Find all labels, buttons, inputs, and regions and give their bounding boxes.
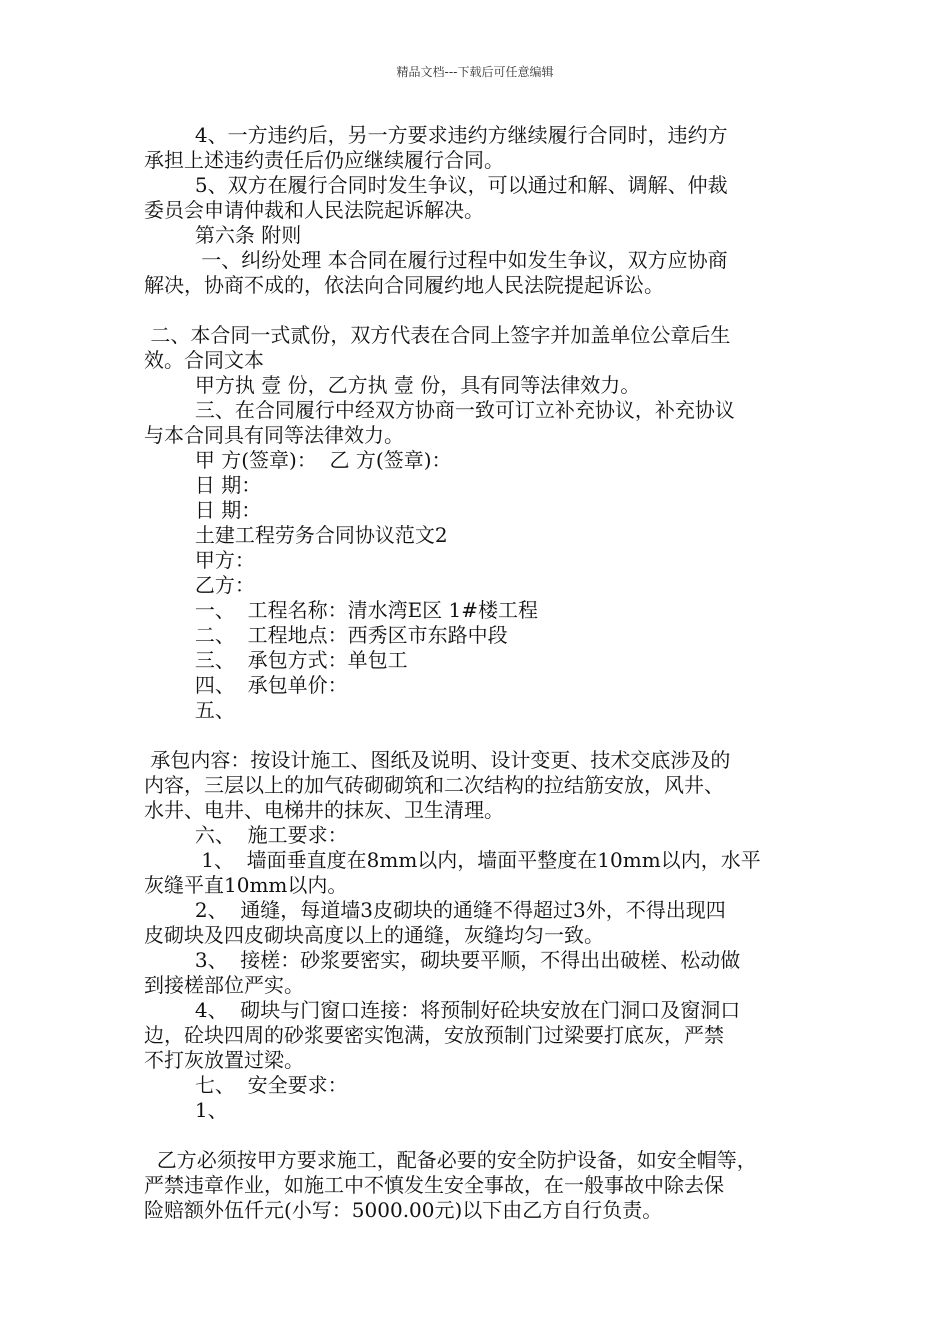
text-line: 4、 砌块与门窗口连接：将预制好砼块安放在门洞口及窗洞口 [144, 998, 741, 1022]
text-line: 险赔额外伍仟元(小写：5000.00元)以下由乙方自行负责。 [144, 1198, 663, 1222]
text-line: 4、一方违约后，另一方要求违约方继续履行合同时，违约方 [144, 123, 728, 147]
text-line: 三、 承包方式：单包工 [144, 648, 408, 672]
page-header: 精品文档---下载后可任意编辑 [396, 65, 554, 79]
text-line: 2、 通缝，每道墙3皮砌块的通缝不得超过3外，不得出现四 [144, 898, 726, 922]
text-line: 1、 [144, 1098, 228, 1122]
text-line: 承包内容：按设计施工、图纸及说明、设计变更、技术交底涉及的 [144, 748, 731, 772]
text-line: 灰缝平直10mm以内。 [144, 873, 348, 897]
text-line: 边，砼块四周的砂浆要密实饱满，安放预制门过梁要打底灰，严禁 [144, 1023, 724, 1047]
text-line: 不打灰放置过梁。 [144, 1048, 304, 1072]
text-line: 效。合同文本 [144, 348, 264, 372]
text-line: 1、 墙面垂直度在8mm以内，墙面平整度在10mm以内，水平 [144, 848, 761, 872]
paragraph-gap [144, 723, 816, 748]
text-line: 水井、电井、电梯井的抹灰、卫生清理。 [144, 798, 504, 822]
text-line: 乙方必须按甲方要求施工，配备必要的安全防护设备，如安全帽等， [144, 1148, 757, 1172]
text-line: 甲 方(签章)： 乙 方(签章)： [144, 448, 452, 472]
text-line: 四、 承包单价： [144, 673, 348, 697]
text-line: 5、双方在履行合同时发生争议，可以通过和解、调解、仲裁 [144, 173, 728, 197]
text-line: 一、 工程名称：清水湾E区 1#楼工程 [144, 598, 539, 622]
text-line: 六、 施工要求： [144, 823, 348, 847]
text-line: 承担上述违约责任后仍应继续履行合同。 [144, 148, 504, 172]
text-line: 日 期： [144, 498, 262, 522]
text-line: 一、纠纷处理 本合同在履行过程中如发生争议，双方应协商 [144, 248, 728, 272]
paragraph-gap [144, 1123, 816, 1148]
text-line: 3、 接槎：砂浆要密实，砌块要平顺，不得出出破槎、松动做 [144, 948, 741, 972]
text-line: 日 期： [144, 473, 262, 497]
text-line: 三、在合同履行中经双方协商一致可订立补充协议，补充协议 [144, 398, 735, 422]
text-line: 七、 安全要求： [144, 1073, 348, 1097]
text-line: 与本合同具有同等法律效力。 [144, 423, 404, 447]
text-line: 甲方： [144, 548, 255, 572]
text-line: 解决，协商不成的，依法向合同履约地人民法院提起诉讼。 [144, 273, 664, 297]
text-line: 内容，三层以上的加气砖砌砌筑和二次结构的拉结筋安放，风井、 [144, 773, 724, 797]
text-line: 土建工程劳务合同协议范文2 [144, 523, 448, 547]
paragraph-gap [144, 298, 816, 323]
document-body [144, 123, 816, 1223]
text-line: 二、本合同一式贰份，双方代表在合同上签字并加盖单位公章后生 [144, 323, 731, 347]
text-line: 第六条 附则 [144, 223, 302, 247]
text-line: 皮砌块及四皮砌块高度以上的通缝，灰缝均匀一致。 [144, 923, 604, 947]
text-line: 甲方执 壹 份，乙方执 壹 份，具有同等法律效力。 [144, 373, 641, 397]
text-line: 乙方： [144, 573, 255, 597]
text-line: 五、 [144, 698, 235, 722]
text-line: 到接槎部位严实。 [144, 973, 304, 997]
text-line: 严禁违章作业，如施工中不慎发生安全事故，在一般事故中除去保 [144, 1173, 724, 1197]
text-line: 委员会申请仲裁和人民法院起诉解决。 [144, 198, 484, 222]
text-line: 二、 工程地点：西秀区市东路中段 [144, 623, 508, 647]
